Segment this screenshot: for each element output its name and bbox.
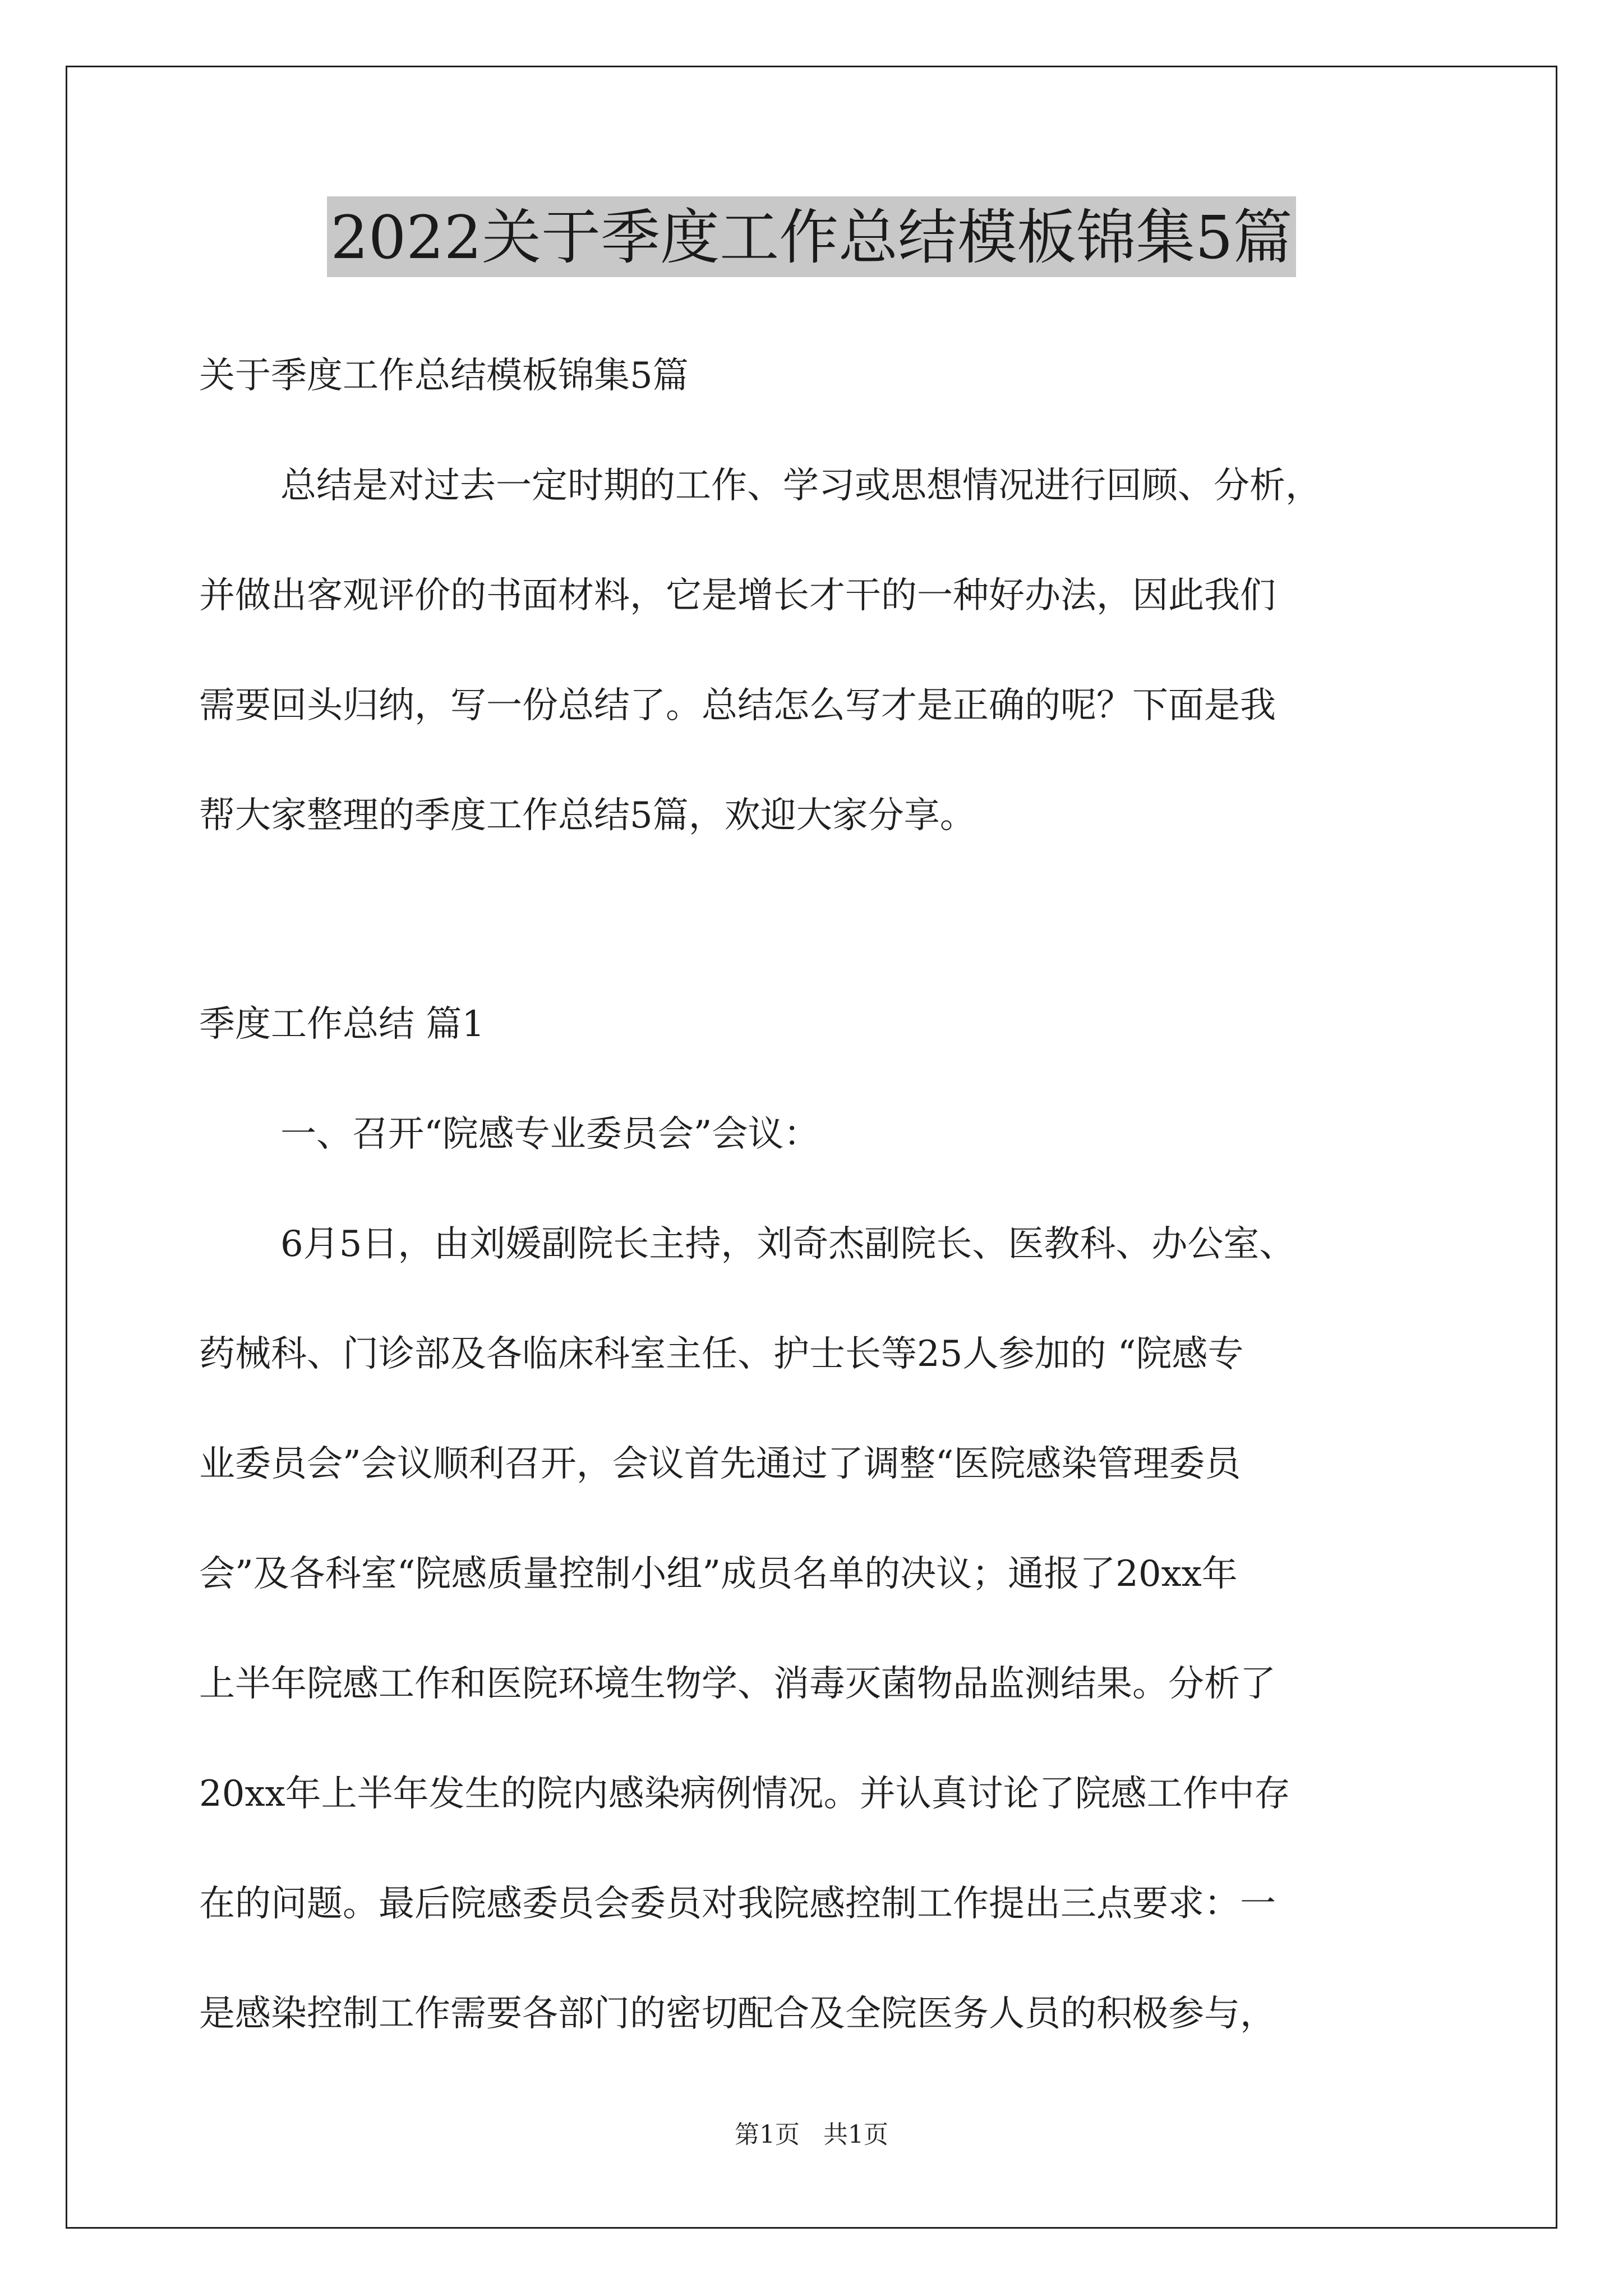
intro-line-3: 需要回头归纳，写一份总结了。总结怎么写才是正确的呢？下面是我 [199, 685, 1276, 726]
body-line-5: 上半年院感工作和医院环境生物学、消毒灭菌物品监测结果。分析了 [199, 1663, 1276, 1705]
document-title: 2022关于季度工作总结模板锦集5篇 [327, 196, 1295, 277]
intro-line-1: 总结是对过去一定时期的工作、学习或思想情况进行回顾、分析， [280, 465, 1321, 507]
body-line-6: 20xx年上半年发生的院内感染病例情况。并认真讨论了院感工作中存 [199, 1773, 1290, 1815]
body-line-3: 业委员会”会议顺利召开，会议首先通过了调整“医院感染管理委员 [199, 1443, 1241, 1485]
section-heading: 季度工作总结 篇1 [199, 1004, 485, 1045]
item-heading: 一、召开“院感专业委员会”会议： [280, 1114, 820, 1155]
title-container [0, 196, 1623, 277]
document-subtitle: 关于季度工作总结模板锦集5篇 [199, 355, 689, 397]
body-line-2: 药械科、门诊部及各临床科室主任、护士长等25人参加的 “院感专 [199, 1333, 1244, 1375]
body-line-7: 在的问题。最后院感委员会委员对我院感控制工作提出三点要求：一 [199, 1883, 1276, 1925]
intro-line-4: 帮大家整理的季度工作总结5篇，欢迎大家分享。 [199, 795, 976, 836]
intro-line-2: 并做出客观评价的书面材料，它是增长才干的一种好办法，因此我们 [199, 575, 1276, 616]
page-footer: 第1页 共1页 [735, 2120, 888, 2149]
body-line-1: 6月5日，由刘媛副院长主持，刘奇杰副院长、医教科、办公室、 [280, 1223, 1295, 1265]
body-line-4: 会”及各科室“院感质量控制小组”成员名单的决议；通报了20xx年 [199, 1553, 1238, 1595]
body-line-8: 是感染控制工作需要各部门的密切配合及全院医务人员的积极参与， [199, 1993, 1276, 2035]
